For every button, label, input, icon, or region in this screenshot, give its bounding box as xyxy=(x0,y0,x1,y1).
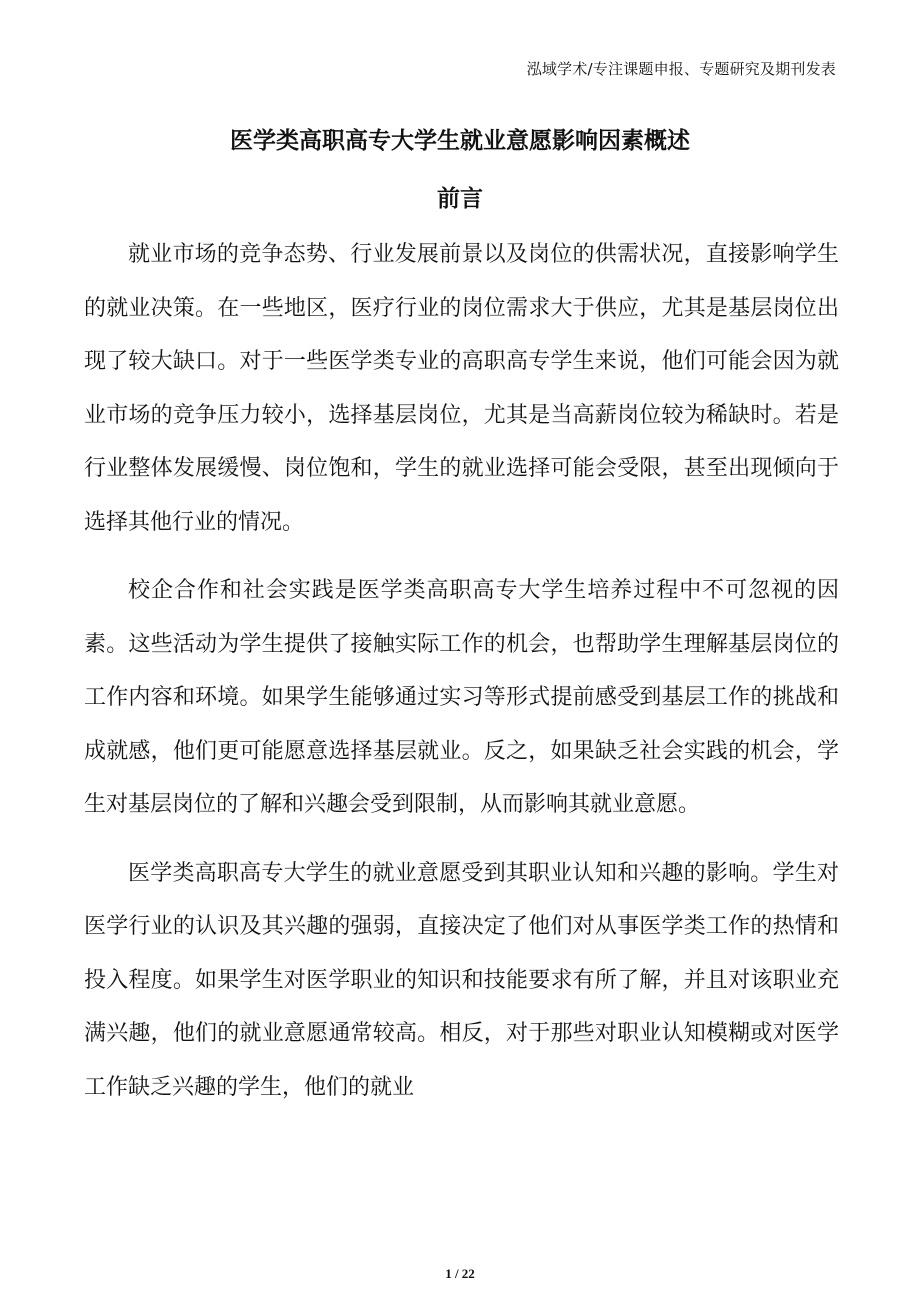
page-header: 泓域学术/专注课题申报、专题研究及期刊发表 xyxy=(526,60,836,78)
paragraph: 就业市场的竞争态势、行业发展前景以及岗位的供需状况，直接影响学生的就业决策。在一些地区，医疗行业的岗位需求大于供应，尤其是基层岗位出现了较大缺口。对于一些医学类专业的高职高专学生来说，他们可能会因为就业市场的竞争压力较小，选择基层岗位，尤其是当高薪岗位较为稀缺时。若是行业整体发展缓慢、岗位饱和，学生的就业选择可能会受限，甚至出现倾向于选择其他行业的情况。 xyxy=(84,242,839,535)
page-number: 1 / 22 xyxy=(445,1266,475,1281)
section-heading: 前言 xyxy=(437,186,483,212)
document-body xyxy=(84,228,839,1129)
paragraph: 校企合作和社会实践是医学类高职高专大学生培养过程中不可忽视的因素。这些活动为学生提供了接触实际工作的机会，也帮助学生理解基层岗位的工作内容和环境。如果学生能够通过实习等形式提前感受到基层工作的挑战和成就感，他们更可能愿意选择基层就业。反之，如果缺乏社会实践的机会，学生对基层岗位的了解和兴趣会受到限制，从而影响其就业意愿。 xyxy=(84,578,839,817)
paragraph: 医学类高职高专大学生的就业意愿受到其职业认知和兴趣的影响。学生对医学行业的认识及其兴趣的强弱，直接决定了他们对从事医学类工作的热情和投入程度。如果学生对医学职业的知识和技能要求有所了解，并且对该职业充满兴趣，他们的就业意愿通常较高。相反，对于那些对职业认知模糊或对医学工作缺乏兴趣的学生，他们的就业 xyxy=(84,860,839,1100)
document-title: 医学类高职高专大学生就业意愿影响因素概述 xyxy=(230,128,690,154)
